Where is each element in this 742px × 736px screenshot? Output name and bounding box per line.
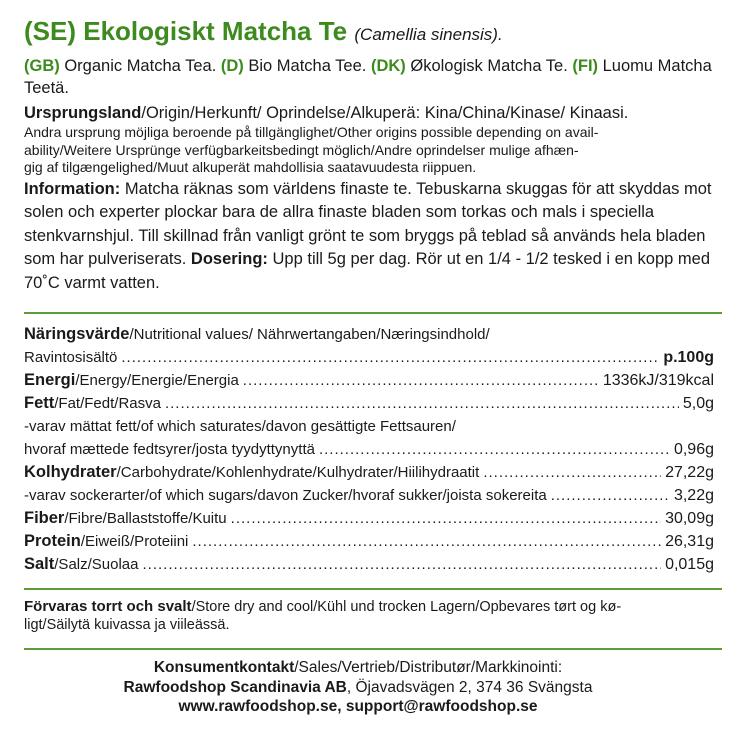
lang-code-fi: (FI) [572,57,599,75]
language-names [24,55,722,99]
contact-label: Konsumentkontakt [153,659,295,676]
nutrition-row [24,438,714,461]
nutrition-row [24,415,714,438]
storage-line2: ligt/Säilytä kuivassa ja viileässä. [24,617,230,633]
nutrient-value: 27,22g [665,464,714,481]
information-paragraph [24,178,722,296]
nutrition-header-text: /Nutritional values/ Nährwertangaben/Næringsindhold/ [129,326,490,343]
nutrient-label: Fett [24,394,55,412]
origin-label: Ursprungsland [24,104,142,122]
origin-note-line3: gig af tilgængelighed/Muut alkuperät mahdollisia saatavuudesta riippuen. [24,159,477,175]
nutrient-text: /Carbohydrate/Kohlenhydrate/Kulhydrater/Hiilihydraatit [116,464,480,481]
lang-text-gb: Organic Matcha Tea. [59,57,221,75]
nutrient-value: 5,0g [682,395,714,412]
origin-note-line1: Andra ursprung möjliga beroende på tillgänglighet/Other origins possible depending on avail- [24,124,599,140]
origin-note [24,124,722,177]
nutrition-row [24,507,714,530]
leader-dots [192,530,661,553]
dosage-label: Dosering: [190,250,268,268]
nutrition-row-name [24,530,188,553]
divider-top [24,312,722,314]
storage-instructions [24,598,722,634]
nutrient-value: 26,31g [665,533,714,550]
leader-dots [319,438,670,461]
nutrient-text: /Energy/Energie/Energia [75,372,239,389]
nutrient-label: Salt [24,555,55,573]
nutrition-header [24,323,714,346]
lang-text-fi: Luomu Matcha Teetä. [24,57,712,97]
contact-web-email: www.rawfoodshop.se, support@rawfoodshop.se [178,698,538,715]
nutrition-row-name [24,461,479,484]
nutrient-label: Energi [24,371,76,389]
nutrition-row-name [24,418,456,435]
lang-code-gb: (GB) [24,57,60,75]
nutrient-text: /Fibre/Ballaststoffe/Kuitu [64,510,227,527]
product-title [24,14,722,52]
divider-bottom [24,648,722,650]
nutrition-row [24,484,714,507]
nutrition-per-100g: p.100g [663,349,714,366]
lang-code-d: (D) [220,57,244,75]
lang-text-d: Bio Matcha Tee. [243,57,371,75]
nutrition-row-name [24,438,315,461]
origin-note-line2: ability/Weitere Ursprünge verfügbarkeitsbedingt möglich/Andre oprindelser mulige afhæn- [24,141,579,158]
title-latin-name: (Camellia sinensis). [354,25,503,44]
leader-dots [231,507,661,530]
nutrition-row-name [24,392,161,415]
leader-dots [243,369,599,392]
contact-company: Rawfoodshop Scandinavia AB [123,678,347,696]
contact-label-text: /Sales/Vertrieb/Distributør/Markkinointi: [294,659,563,676]
nutrient-value: 0,96g [673,441,714,458]
leader-dots [121,346,659,369]
lang-code-dk: (DK) [370,57,406,75]
nutrient-text: -varav sockerarter/of which sugars/davon Zucker/hvoraf sukker/joista sokereita [24,487,547,504]
leader-dots [165,392,679,415]
nutrient-text: hvoraf mættede fedtsyrer/josta tyydyttynyttä [24,441,315,458]
contact-address: , Öjavadsvägen 2, 374 36 Svängsta [346,678,593,696]
nutrition-row [24,530,714,553]
information-text: Matcha räknas som världens finaste te. Tebuskarna skuggas för att skyddas mot solen och experter plockar bara de allra finaste bladen som torkas och mals i speciella stenkvarnshjul. Till skillnad från vanligt grönt te som bryggs på teblad så används hela bladen som har pulveriserats. [24,179,712,268]
nutrient-text: -varav mättat fett/of which saturates/davon gesättigte Fettsauren/ [24,418,456,435]
nutrition-row [24,369,714,392]
nutrient-text: /Salz/Suolaa [54,556,139,573]
nutrition-row [24,553,714,576]
nutrition-row-name [24,369,239,392]
nutrition-header-label: Näringsvärde [24,325,130,343]
storage-text: /Store dry and cool/Kühl und trocken Lagern/Opbevares tørt og kø- [191,599,622,615]
nutrient-value: 1336kJ/319kcal [602,372,714,389]
nutrition-rows [24,369,722,576]
origin-text: /Origin/Herkunft/ Oprindelse/Alkuperä: Kina/China/Kinase/ Kinaasi. [141,104,629,122]
leader-dots [551,484,670,507]
nutrient-label: Fiber [24,509,65,527]
nutrition-table [24,323,722,576]
lang-text-dk: Økologisk Matcha Te. [405,57,573,75]
title-main: (SE) Ekologiskt Matcha Te [24,16,348,46]
nutrient-value: 30,09g [665,510,714,527]
leader-dots [143,553,662,576]
nutrient-label: Kolhydrater [24,463,117,481]
origin-line [24,102,722,124]
nutrient-text: /Fat/Fedt/Rasva [54,395,161,412]
storage-label: Förvaras torrt och svalt [24,598,192,615]
nutrition-row-name [24,484,547,507]
divider-middle [24,588,722,590]
dosage-text: Upp till 5g per dag. Rör ut en 1/4 - 1/2 tesked i en kopp med 70˚C varmt vatten. [24,250,711,292]
nutrition-row-name [24,507,227,530]
nutrition-header-line2: Ravintosisältö [24,349,118,366]
nutrition-row [24,461,714,484]
information-label: Information: [24,179,121,198]
nutrition-header-row2 [24,346,714,369]
leader-dots [483,461,661,484]
consumer-contact [24,658,722,717]
nutrition-row [24,392,714,415]
nutrition-row-name [24,553,139,576]
nutrient-text: /Eiweiß/Proteiini [80,533,189,550]
nutrient-value: 3,22g [673,487,714,504]
nutrient-label: Protein [24,532,81,550]
nutrient-value: 0,015g [665,556,714,573]
